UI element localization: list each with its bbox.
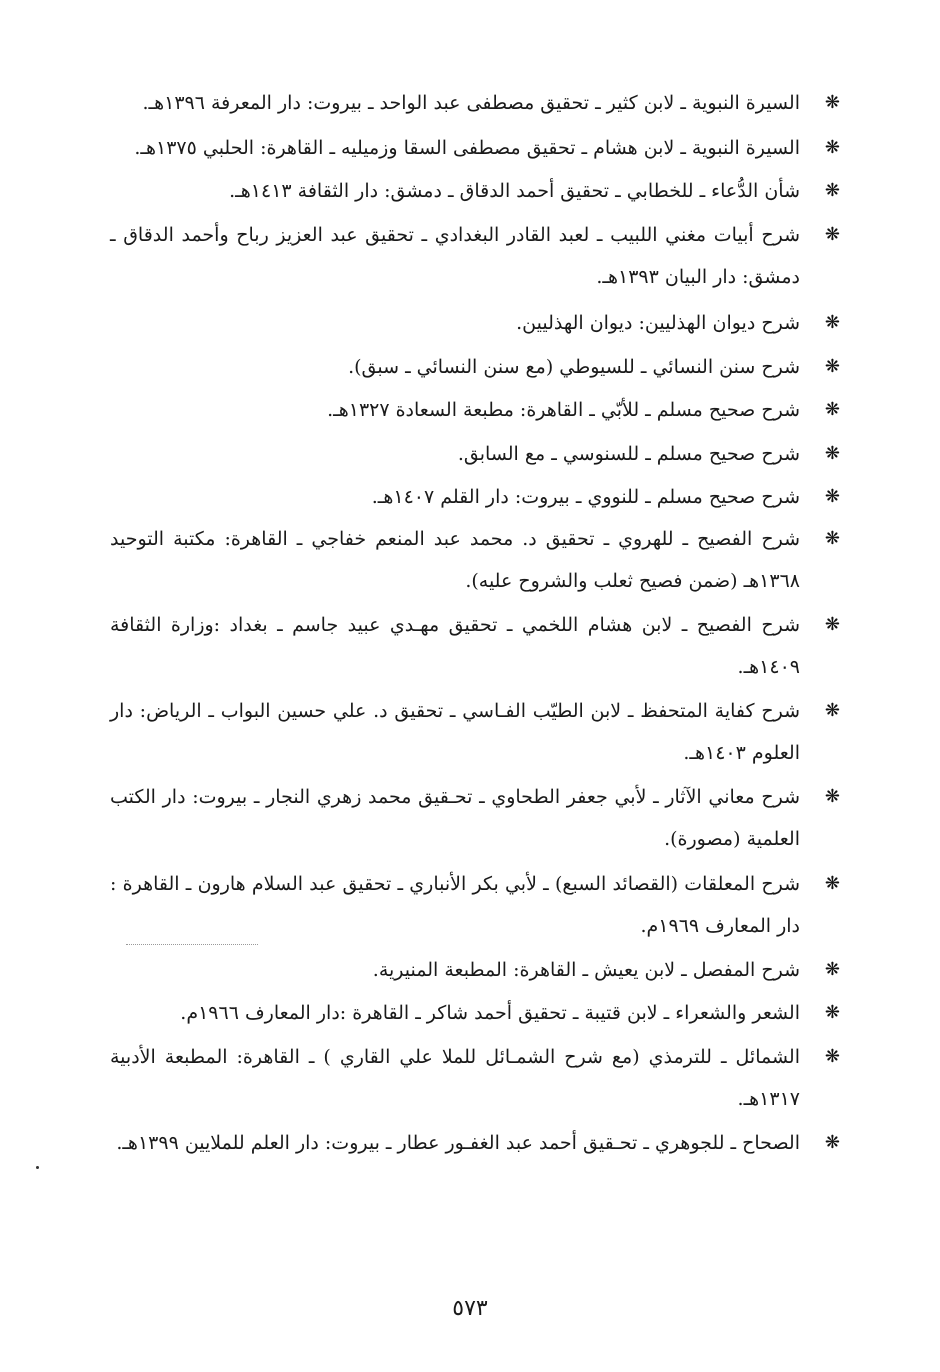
asterism-icon: ❋ [824,528,840,549]
asterism-icon: ❋ [824,224,840,245]
entry-text: الشعر والشعراء ـ لابن قتيبة ـ تحقيق أحمد شاكر ـ القاهرة :دار المعارف ١٩٦٦م. [180,1002,800,1024]
entry-text: شرح المعلقات (القصائد السبع) ـ لأبي بكر الأنباري ـ تحقيق عبد السلام هارون ـ القاهرة : دار المعارف ١٩٦٩م. [110,873,800,937]
asterism-icon: ❋ [824,786,840,807]
entry-text: شرح كفاية المتحفظ ـ لابن الطيّب الفـاسي ـ تحقيق د. علي حسين البواب ـ الرياض: دار العلوم ١٤٠٣هـ. [110,700,800,764]
asterism-icon: ❋ [824,356,840,377]
bib-entry-6 [110,346,840,388]
stray-dot [36,1166,39,1169]
asterism-icon: ❋ [824,443,840,464]
asterism-icon: ❋ [824,137,840,158]
asterism-icon: ❋ [824,486,840,507]
bib-entry-13 [110,776,840,860]
bib-entry-14 [110,863,840,947]
entry-text: شرح صحيح مسلم ـ للسنوسي ـ مع السابق. [457,443,800,465]
bib-entry-18 [110,1122,840,1164]
entry-text: الصحاح ـ للجوهري ـ تحـقيق أحمد عبد الغفـور عطار ـ بيروت: دار العلم للملايين ١٣٩٩هـ. [116,1132,800,1154]
asterism-icon: ❋ [824,92,840,113]
entry-text: شأن الدُّعاء ـ للخطابي ـ تحقيق أحمد الدقاق ـ دمشق: دار الثقافة ١٤١٣هـ. [229,180,800,202]
entry-text: شرح ديوان الهذليين: ديوان الهذليين. [516,312,800,334]
bib-entry-9 [110,476,840,518]
entry-text: الشمائل ـ للترمذي (مع شرح الشمـائل للملا علي القاري ) ـ القاهرة: المطبعة الأدبية ١٣١٧هـ. [110,1046,800,1110]
entry-text: شرح صحيح مسلم ـ للأبّي ـ القاهرة: مطبعة السعادة ١٣٢٧هـ. [327,399,800,421]
asterism-icon: ❋ [824,873,840,894]
asterism-icon: ❋ [824,1046,840,1067]
asterism-icon: ❋ [824,700,840,721]
entry-text: شرح صحيح مسلم ـ للنووي ـ بيروت: دار القلم ١٤٠٧هـ. [371,486,800,508]
asterism-icon: ❋ [824,614,840,635]
entry-text: السيرة النبوية ـ لابن كثير ـ تحقيق مصطفى عبد الواحد ـ بيروت: دار المعرفة ١٣٩٦هـ. [142,92,800,114]
bib-entry-4 [110,214,840,298]
entry-text: السيرة النبوية ـ لابن هشام ـ تحقيق مصطفى السقا وزميليه ـ القاهرة: الحلبي ١٣٧٥هـ. [134,137,800,159]
entry-text: شرح الفصيح ـ لابن هشام اللخمي ـ تحقيق مهـدي عبيد جاسم ـ بغداد :وزارة الثقافة ١٤٠٩هـ. [110,614,800,678]
asterism-icon: ❋ [824,399,840,420]
asterism-icon: ❋ [824,959,840,980]
entry-text: شرح أبيات مغني اللبيب ـ لعبد القادر البغدادي ـ تحقيق عبد العزيز رباح وأحمد الدقاق ـ دمشق: دار البيان ١٣٩٣هـ. [110,224,800,288]
bib-entry-8 [110,433,840,475]
entry-text: شرح معاني الآثار ـ لأبي جعفر الطحاوي ـ تحـقيق محمد زهري النجار ـ بيروت: دار الكتب العلمية (مصورة). [110,786,800,850]
bib-entry-10 [110,518,840,602]
bib-entry-2 [110,127,840,169]
entry-text: شرح الفصيح ـ للهروي ـ تحقيق د. محمد عبد المنعم خفاجي ـ القاهرة: مكتبة التوحيد ١٣٦٨هـ (ضمن فصيح ثعلب والشروح عليه). [110,528,800,592]
bib-entry-12 [110,690,840,774]
bib-entry-15 [110,949,840,991]
asterism-icon: ❋ [824,1132,840,1153]
page-number: ٥٧٣ [452,1296,488,1321]
asterism-icon: ❋ [824,312,840,333]
asterism-icon: ❋ [824,180,840,201]
bib-entry-7 [110,389,840,431]
bib-entry-1 [110,82,840,124]
bib-entry-17 [110,1036,840,1120]
bib-entry-16 [110,992,840,1034]
bib-entry-5 [110,302,840,344]
bib-entry-11 [110,604,840,688]
asterism-icon: ❋ [824,1002,840,1023]
faint-rule [126,944,258,945]
bib-entry-3 [110,170,840,212]
entry-text: شرح سنن النسائي ـ للسيوطي (مع سنن النسائي ـ سبق). [348,356,800,378]
entry-text: شرح المفصل ـ لابن يعيش ـ القاهرة: المطبعة المنيرية. [372,959,800,981]
